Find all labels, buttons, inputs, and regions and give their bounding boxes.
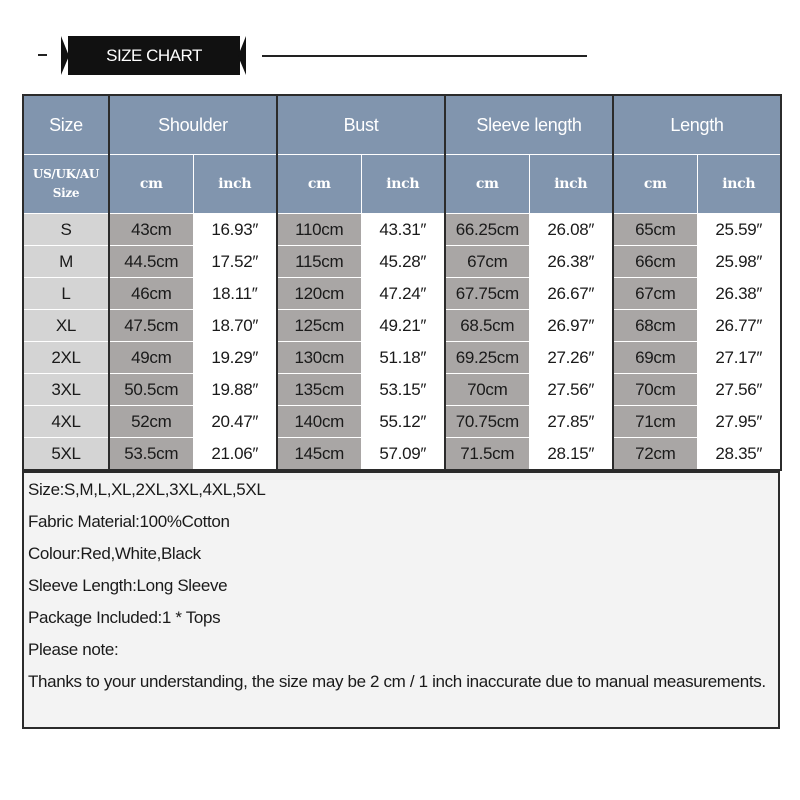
bust-inch-cell: 43.31″ <box>361 214 445 246</box>
shoulder-inch-header: inch <box>193 155 277 214</box>
table-row <box>23 214 781 246</box>
length-cm-cell: 71cm <box>613 406 697 438</box>
table-row <box>23 342 781 374</box>
bust-cm-cell: 120cm <box>277 278 361 310</box>
bust-cm-header: cm <box>277 155 361 214</box>
table-row <box>23 438 781 471</box>
length-inch-cell: 26.77″ <box>697 310 781 342</box>
length-inch-cell: 25.98″ <box>697 246 781 278</box>
sleeve-inch-cell: 26.67″ <box>529 278 613 310</box>
note-please-note: Please note: <box>28 640 119 659</box>
size-cell: L <box>23 278 109 310</box>
bust-inch-header: inch <box>361 155 445 214</box>
size-cell: 5XL <box>23 438 109 471</box>
bust-inch-cell: 53.15″ <box>361 374 445 406</box>
shoulder-inch-cell: 19.29″ <box>193 342 277 374</box>
size-cell: 2XL <box>23 342 109 374</box>
note-sleeve: Sleeve Length:Long Sleeve <box>28 576 228 595</box>
shoulder-header: Shoulder <box>109 95 277 155</box>
us-uk-au-label: US/UK/AU <box>32 167 100 181</box>
product-notes <box>22 470 780 729</box>
sleeve-cm-cell: 68.5cm <box>445 310 529 342</box>
sleeve-cm-cell: 69.25cm <box>445 342 529 374</box>
table-row <box>23 406 781 438</box>
shoulder-cm-cell: 52cm <box>109 406 193 438</box>
shoulder-inch-cell: 17.52″ <box>193 246 277 278</box>
length-cm-cell: 65cm <box>613 214 697 246</box>
size-chart-table <box>22 94 782 471</box>
shoulder-cm-cell: 49cm <box>109 342 193 374</box>
sleeve-inch-cell: 27.85″ <box>529 406 613 438</box>
shoulder-inch-cell: 20.47″ <box>193 406 277 438</box>
sleeve-inch-cell: 27.26″ <box>529 342 613 374</box>
shoulder-cm-cell: 50.5cm <box>109 374 193 406</box>
sleeve-length-header: Sleeve length <box>445 95 613 155</box>
bust-cm-cell: 110cm <box>277 214 361 246</box>
bust-inch-cell: 57.09″ <box>361 438 445 471</box>
note-disclaimer: Thanks to your understanding, the size may be 2 cm / 1 inch inaccurate due to manual measurements. <box>28 672 766 691</box>
bust-inch-cell: 45.28″ <box>361 246 445 278</box>
bust-cm-cell: 145cm <box>277 438 361 471</box>
shoulder-cm-cell: 43cm <box>109 214 193 246</box>
shoulder-inch-cell: 21.06″ <box>193 438 277 471</box>
length-inch-cell: 27.56″ <box>697 374 781 406</box>
bust-inch-cell: 49.21″ <box>361 310 445 342</box>
length-inch-cell: 27.17″ <box>697 342 781 374</box>
size-cell: XL <box>23 310 109 342</box>
sleeve-inch-cell: 26.97″ <box>529 310 613 342</box>
length-cm-cell: 68cm <box>613 310 697 342</box>
table-row <box>23 278 781 310</box>
length-inch-header: inch <box>697 155 781 214</box>
us-uk-au-size-header <box>23 155 109 214</box>
sleeve-cm-cell: 67.75cm <box>445 278 529 310</box>
shoulder-cm-cell: 44.5cm <box>109 246 193 278</box>
shoulder-cm-cell: 53.5cm <box>109 438 193 471</box>
note-colour: Colour:Red,White,Black <box>28 544 201 563</box>
bust-inch-cell: 55.12″ <box>361 406 445 438</box>
shoulder-inch-cell: 18.70″ <box>193 310 277 342</box>
note-package: Package Included:1 * Tops <box>28 608 221 627</box>
size-cell: S <box>23 214 109 246</box>
length-cm-cell: 66cm <box>613 246 697 278</box>
sleeve-cm-cell: 70.75cm <box>445 406 529 438</box>
table-row <box>23 310 781 342</box>
sleeve-inch-cell: 28.15″ <box>529 438 613 471</box>
shoulder-inch-cell: 16.93″ <box>193 214 277 246</box>
size-rows <box>23 214 781 471</box>
note-fabric: Fabric Material:100%Cotton <box>28 512 230 531</box>
header-rule <box>262 55 587 57</box>
unit-header-row <box>23 155 781 214</box>
bust-cm-cell: 140cm <box>277 406 361 438</box>
length-cm-cell: 67cm <box>613 278 697 310</box>
table-row <box>23 374 781 406</box>
shoulder-inch-cell: 19.88″ <box>193 374 277 406</box>
bust-cm-cell: 125cm <box>277 310 361 342</box>
note-sizes: Size:S,M,L,XL,2XL,3XL,4XL,5XL <box>28 480 266 499</box>
length-inch-cell: 27.95″ <box>697 406 781 438</box>
sleeve-inch-cell: 26.38″ <box>529 246 613 278</box>
bust-inch-cell: 51.18″ <box>361 342 445 374</box>
table-row <box>23 246 781 278</box>
sleeve-inch-cell: 27.56″ <box>529 374 613 406</box>
length-header: Length <box>613 95 781 155</box>
size-cell: M <box>23 246 109 278</box>
sleeve-cm-cell: 66.25cm <box>445 214 529 246</box>
shoulder-inch-cell: 18.11″ <box>193 278 277 310</box>
sleeve-inch-cell: 26.08″ <box>529 214 613 246</box>
length-cm-cell: 69cm <box>613 342 697 374</box>
length-inch-cell: 26.38″ <box>697 278 781 310</box>
size-cell: 4XL <box>23 406 109 438</box>
sleeve-inch-header: inch <box>529 155 613 214</box>
size-label: Size <box>52 186 80 200</box>
bust-inch-cell: 47.24″ <box>361 278 445 310</box>
length-cm-cell: 70cm <box>613 374 697 406</box>
sleeve-cm-cell: 71.5cm <box>445 438 529 471</box>
bust-cm-cell: 130cm <box>277 342 361 374</box>
shoulder-cm-header: cm <box>109 155 193 214</box>
sleeve-cm-cell: 70cm <box>445 374 529 406</box>
size-cell: 3XL <box>23 374 109 406</box>
size-header: Size <box>23 95 109 155</box>
bust-cm-cell: 135cm <box>277 374 361 406</box>
length-inch-cell: 25.59″ <box>697 214 781 246</box>
length-cm-header: cm <box>613 155 697 214</box>
shoulder-cm-cell: 47.5cm <box>109 310 193 342</box>
bust-header: Bust <box>277 95 445 155</box>
shoulder-cm-cell: 46cm <box>109 278 193 310</box>
length-inch-cell: 28.35″ <box>697 438 781 471</box>
sleeve-cm-header: cm <box>445 155 529 214</box>
page-title: SIZE CHART <box>106 46 202 65</box>
group-header-row <box>23 95 781 155</box>
bust-cm-cell: 115cm <box>277 246 361 278</box>
sleeve-cm-cell: 67cm <box>445 246 529 278</box>
length-cm-cell: 72cm <box>613 438 697 471</box>
header-dash <box>38 54 47 56</box>
